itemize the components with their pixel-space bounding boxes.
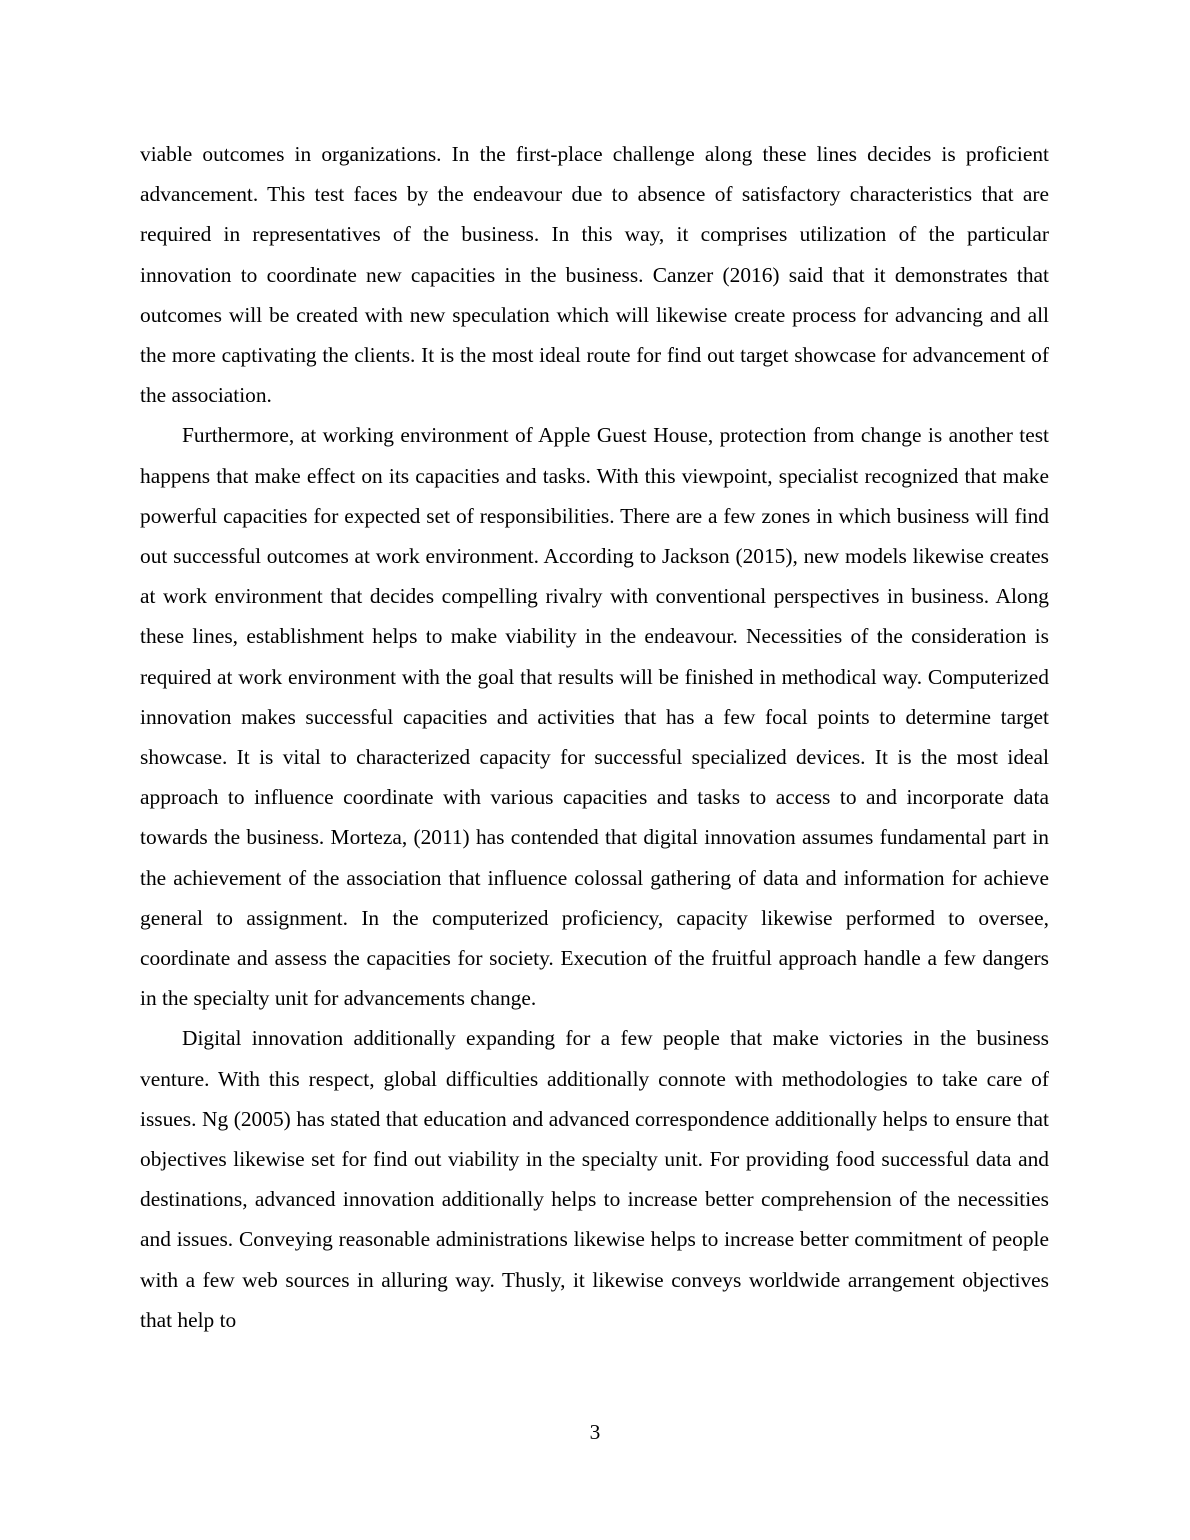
body-text <box>140 134 1049 1340</box>
page-number: 3 <box>589 1420 601 1444</box>
paragraph-3: Digital innovation additionally expanding for a few people that make victories in the business venture. With this respect, global difficulties additionally connote with methodologies to take care of issues. Ng (2005) has stated that education and advanced correspondence additionally helps to ensure that objectives likewise set for find out viability in the specialty unit. For providing food successful data and destinations, advanced innovation additionally helps to increase better comprehension of the necessities and issues. Conveying reasonable administrations likewise helps to increase better commitment of people with a few web sources in alluring way. Thusly, it likewise conveys worldwide arrangement objectives that help to <box>140 1026 1049 1332</box>
paragraph-2: Furthermore, at working environment of Apple Guest House, protection from change is another test happens that make effect on its capacities and tasks. With this viewpoint, specialist recognized that make powerful capacities for expected set of responsibilities. There are a few zones in which business will find out successful outcomes at work environment. According to Jackson (2015), new models likewise creates at work environment that decides compelling rivalry with conventional perspectives in business. Along these lines, establishment helps to make viability in the endeavour. Necessities of the consideration is required at work environment with the goal that results will be finished in methodical way. Computerized innovation makes successful capacities and activities that has a few focal points to determine target showcase. It is vital to characterized capacity for successful specialized devices. It is the most ideal approach to influence coordinate with various capacities and tasks to access to and incorporate data towards the business. Morteza, (2011) has contended that digital innovation assumes fundamental part in the achievement of the association that influence colossal gathering of data and information for achieve general to assignment. In the computerized proficiency, capacity likewise performed to oversee, coordinate and assess the capacities for society. Execution of the fruitful approach handle a few dangers in the specialty unit for advancements change. <box>140 423 1049 1011</box>
paragraph-1: viable outcomes in organizations. In the first-place challenge along these lines decides is proficient advancement. This test faces by the endeavour due to absence of satisfactory characteristics that are required in representatives of the business. In this way, it comprises utilization of the particular innovation to coordinate new capacities in the business. Canzer (2016) said that it demonstrates that outcomes will be created with new speculation which will likewise create process for advancing and all the more captivating the clients. It is the most ideal route for find out target showcase for advancement of the association. <box>140 142 1049 408</box>
